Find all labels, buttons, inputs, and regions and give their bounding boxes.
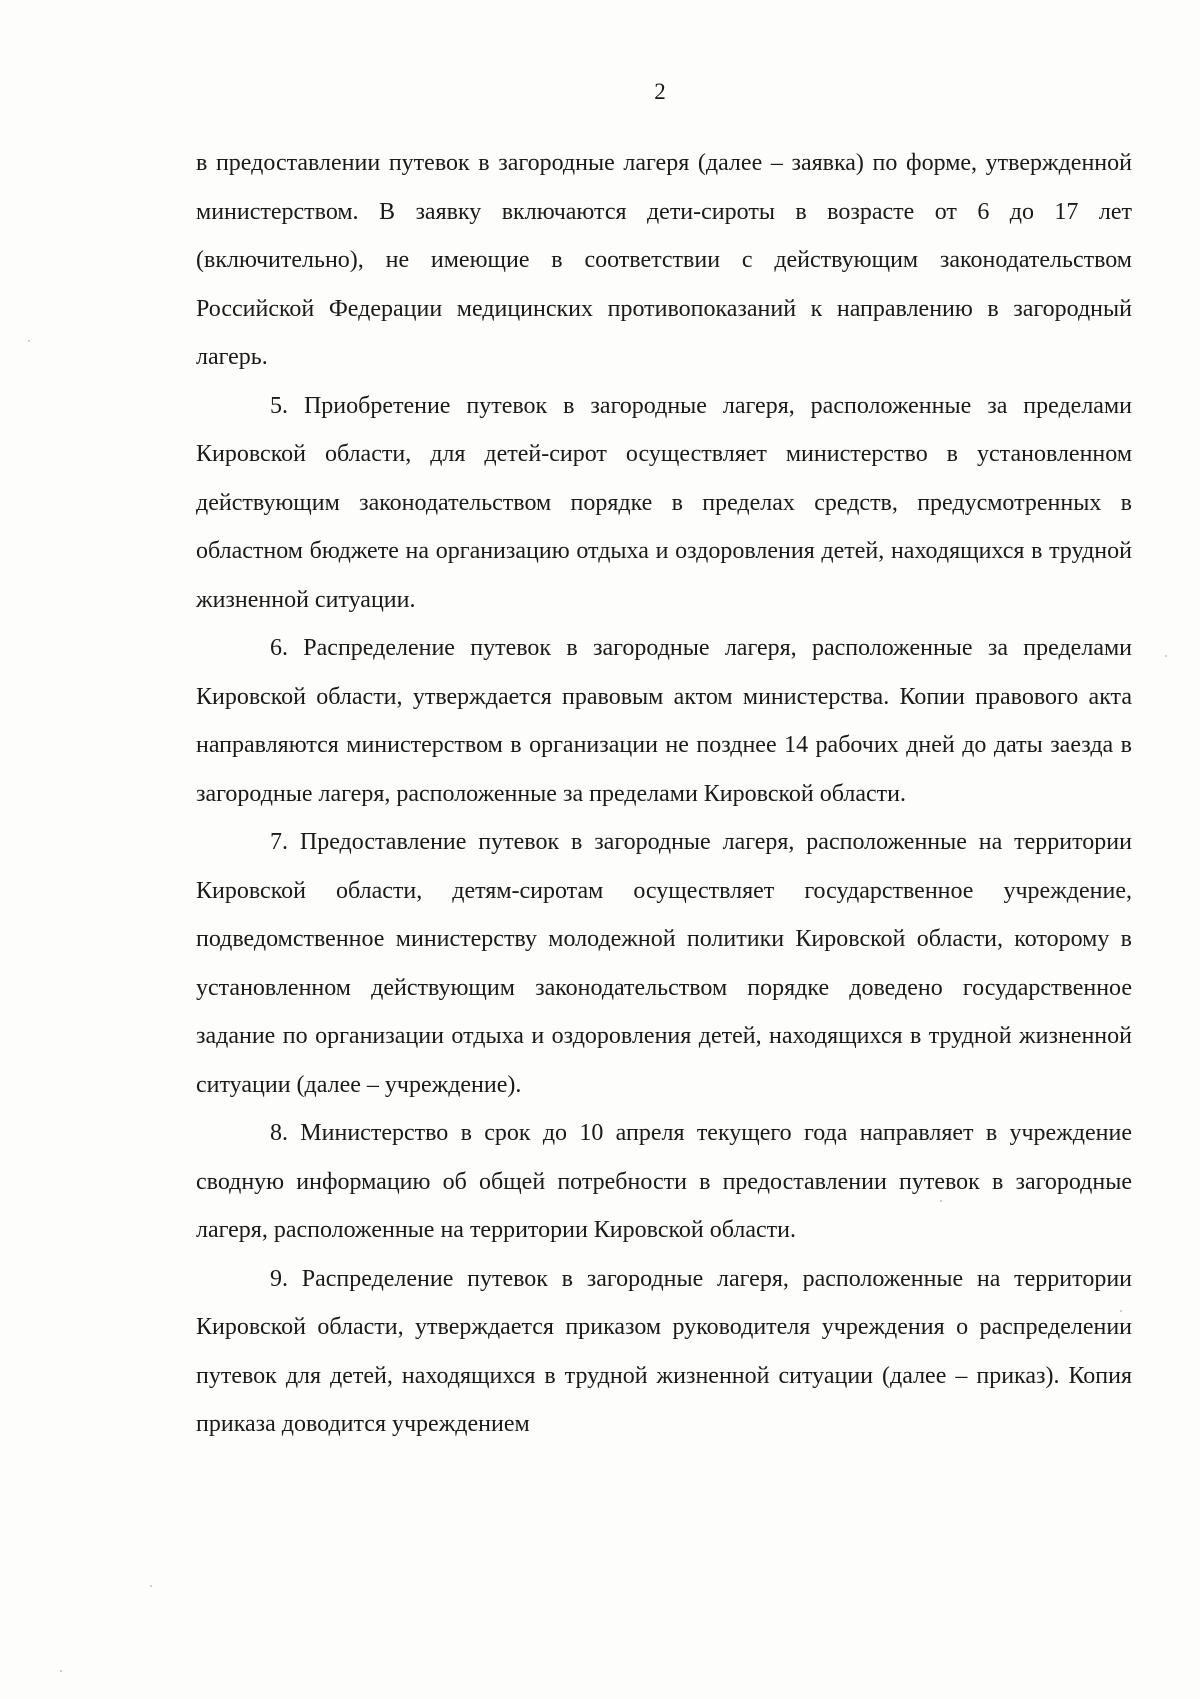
page-number: 2	[654, 79, 666, 104]
paragraph-item-8: 8. Министерство в срок до 10 апреля текущего года направляет в учреждение сводную информацию об общей потребности в предоставлении путевок в загородные лагеря, расположенные на территории Кировской области.	[196, 1120, 1132, 1243]
paragraph-item-7: 7. Предоставление путевок в загородные лагеря, расположенные на территории Кировской области, детям-сиротам осуществляет государственное учреждение, подведомственное министерству молодежной политики Кировской области, которому в установленном действующим законодательством порядке доведено государственное задание по организации отдыха и оздоровления детей, находящихся в трудной жизненной ситуации (далее – учреждение).	[196, 829, 1132, 1098]
scan-speck	[1120, 1310, 1122, 1312]
paragraph-item-9: 9. Распределение путевок в загородные лагеря, расположенные на территории Кировской области, утверждается приказом руководителя учреждения о распределении путевок для детей, находящихся в трудной жизненной ситуации (далее – приказ). Копия приказа доводится учреждением	[196, 1265, 1132, 1437]
scan-speck	[60, 1670, 62, 1672]
scan-speck	[28, 340, 30, 342]
document-body	[196, 139, 1132, 1449]
scan-speck	[1165, 655, 1167, 657]
paragraph-item-5: 5. Приобретение путевок в загородные лагеря, расположенные за пределами Кировской области, для детей-сирот осуществляет министерство в установленном действующим законодательством порядке в пределах средств, предусмотренных в областном бюджете на организацию отдыха и оздоровления детей, находящихся в трудной жизненной ситуации.	[196, 392, 1132, 613]
paragraph-item-6: 6. Распределение путевок в загородные лагеря, расположенные за пределами Кировской области, утверждается правовым актом министерства. Копии правового акта направляются министерством в организации не позднее 14 рабочих дней до даты заезда в загородные лагеря, расположенные за пределами Кировской области.	[196, 635, 1132, 807]
scan-speck	[940, 1200, 942, 1202]
scan-speck	[150, 1585, 152, 1587]
paragraph-continuation: в предоставлении путевок в загородные лагеря (далее – заявка) по форме, утвержденной министерством. В заявку включаются дети-сироты в возрасте от 6 до 17 лет (включительно), не имеющие в соответствии с действующим законодательством Российской Федерации медицинских противопоказаний к направлению в загородный лагерь.	[196, 150, 1132, 370]
